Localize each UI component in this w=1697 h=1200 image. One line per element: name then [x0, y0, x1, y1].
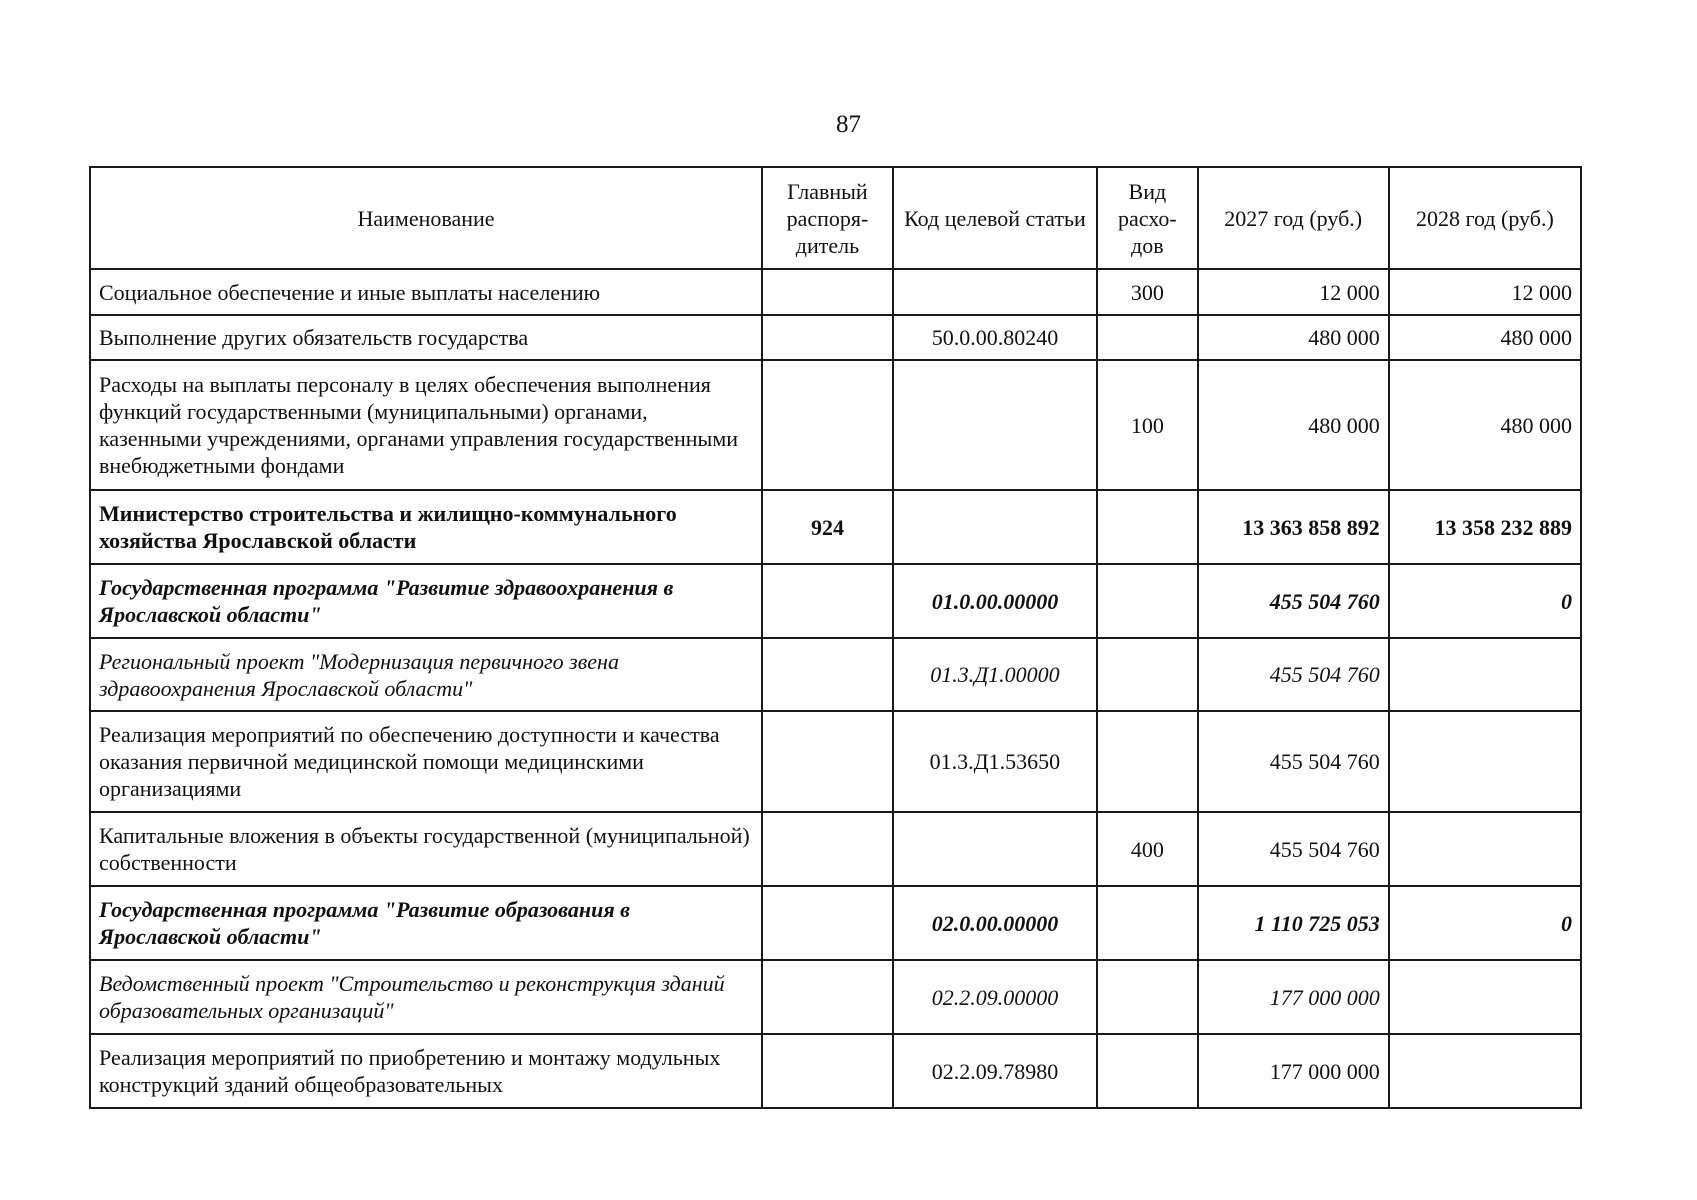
row-amount-2028	[1389, 638, 1581, 711]
table-row	[90, 269, 1581, 315]
row-amount-2028: 13 358 232 889	[1389, 490, 1581, 564]
row-target-code: 02.2.09.00000	[893, 960, 1097, 1034]
row-name: Государственная программа "Развитие здравоохранения в Ярославской области"	[90, 564, 762, 638]
row-target-code: 01.0.00.00000	[893, 564, 1097, 638]
row-name: Государственная программа "Развитие образования в Ярославской области"	[90, 886, 762, 960]
row-main-manager	[762, 638, 893, 711]
row-amount-2028	[1389, 812, 1581, 886]
header-year-2027: 2027 год (руб.)	[1198, 167, 1389, 269]
header-year-2028: 2028 год (руб.)	[1389, 167, 1581, 269]
row-amount-2027: 455 504 760	[1198, 812, 1389, 886]
row-main-manager	[762, 812, 893, 886]
header-expense-type: Вид расхо-дов	[1097, 167, 1198, 269]
row-target-code: 50.0.00.80240	[893, 315, 1097, 360]
row-expense-type	[1097, 1034, 1198, 1108]
row-amount-2027: 480 000	[1198, 360, 1389, 490]
row-name: Социальное обеспечение и иные выплаты населению	[90, 269, 762, 315]
row-target-code: 01.3.Д1.53650	[893, 711, 1097, 812]
row-name: Выполнение других обязательств государства	[90, 315, 762, 360]
row-main-manager	[762, 269, 893, 315]
row-main-manager	[762, 1034, 893, 1108]
row-target-code: 02.2.09.78980	[893, 1034, 1097, 1108]
table-row	[90, 315, 1581, 360]
row-name: Министерство строительства и жилищно-коммунального хозяйства Ярославской области	[90, 490, 762, 564]
row-name: Капитальные вложения в объекты государственной (муниципальной) собственности	[90, 812, 762, 886]
row-amount-2027: 13 363 858 892	[1198, 490, 1389, 564]
row-name: Расходы на выплаты персоналу в целях обеспечения выполнения функций государственными (муниципальными) органами, казенными учреждениями, органами управления государственными внебюджетными фондами	[90, 360, 762, 490]
row-expense-type	[1097, 315, 1198, 360]
row-amount-2028	[1389, 1034, 1581, 1108]
row-target-code: 02.0.00.00000	[893, 886, 1097, 960]
row-amount-2028: 12 000	[1389, 269, 1581, 315]
row-amount-2027: 455 504 760	[1198, 564, 1389, 638]
row-target-code	[893, 360, 1097, 490]
row-name: Региональный проект "Модернизация первичного звена здравоохранения Ярославской области"	[90, 638, 762, 711]
table-row	[90, 360, 1581, 490]
row-name: Реализация мероприятий по приобретению и монтажу модульных конструкций зданий общеобразовательных	[90, 1034, 762, 1108]
row-main-manager	[762, 360, 893, 490]
row-main-manager: 924	[762, 490, 893, 564]
row-target-code	[893, 812, 1097, 886]
table-row	[90, 1034, 1581, 1108]
row-expense-type	[1097, 638, 1198, 711]
row-amount-2027: 177 000 000	[1198, 1034, 1389, 1108]
table-row	[90, 886, 1581, 960]
row-amount-2027: 1 110 725 053	[1198, 886, 1389, 960]
table-row	[90, 812, 1581, 886]
row-expense-type	[1097, 886, 1198, 960]
table-row	[90, 638, 1581, 711]
row-expense-type: 100	[1097, 360, 1198, 490]
row-amount-2028	[1389, 711, 1581, 812]
budget-table	[89, 166, 1582, 1109]
row-amount-2028: 0	[1389, 886, 1581, 960]
header-main-manager: Главный распоря-дитель	[762, 167, 893, 269]
row-main-manager	[762, 960, 893, 1034]
header-name: Наименование	[90, 167, 762, 269]
row-target-code	[893, 490, 1097, 564]
row-amount-2028: 0	[1389, 564, 1581, 638]
row-main-manager	[762, 315, 893, 360]
row-expense-type	[1097, 711, 1198, 812]
header-target-code: Код целевой статьи	[893, 167, 1097, 269]
table-row	[90, 960, 1581, 1034]
table-row	[90, 711, 1581, 812]
row-expense-type: 400	[1097, 812, 1198, 886]
table-row	[90, 490, 1581, 564]
row-main-manager	[762, 564, 893, 638]
table-row	[90, 564, 1581, 638]
row-amount-2028: 480 000	[1389, 315, 1581, 360]
row-amount-2027: 455 504 760	[1198, 711, 1389, 812]
row-name: Реализация мероприятий по обеспечению доступности и качества оказания первичной медицинской помощи медицинскими организациями	[90, 711, 762, 812]
row-expense-type: 300	[1097, 269, 1198, 315]
row-expense-type	[1097, 960, 1198, 1034]
row-amount-2027: 177 000 000	[1198, 960, 1389, 1034]
row-amount-2027: 480 000	[1198, 315, 1389, 360]
row-main-manager	[762, 711, 893, 812]
row-target-code: 01.3.Д1.00000	[893, 638, 1097, 711]
row-main-manager	[762, 886, 893, 960]
row-amount-2028	[1389, 960, 1581, 1034]
row-amount-2027: 455 504 760	[1198, 638, 1389, 711]
row-amount-2027: 12 000	[1198, 269, 1389, 315]
row-expense-type	[1097, 564, 1198, 638]
row-amount-2028: 480 000	[1389, 360, 1581, 490]
row-expense-type	[1097, 490, 1198, 564]
row-name: Ведомственный проект "Строительство и реконструкция зданий образовательных организаций"	[90, 960, 762, 1034]
row-target-code	[893, 269, 1097, 315]
page-number: 87	[836, 111, 861, 138]
table-header-row	[90, 167, 1581, 269]
